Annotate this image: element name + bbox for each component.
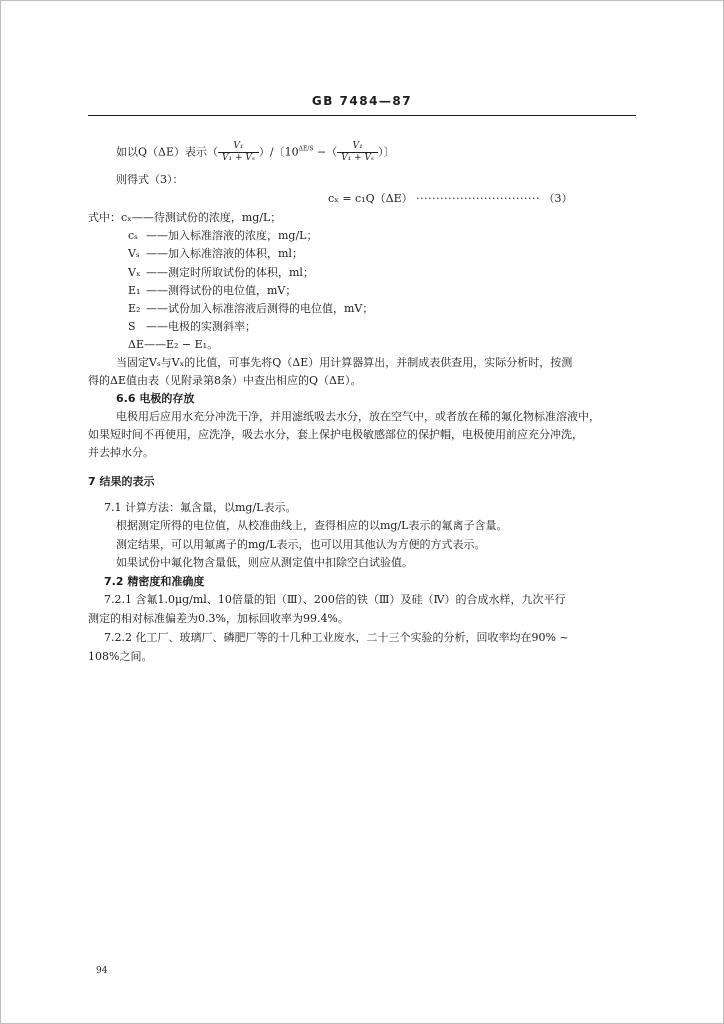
definition-desc: ——测定时所取试份的体积，ml； bbox=[146, 266, 314, 279]
paragraph-line: 如果试份中氟化物含量低，则应从测定值中扣除空白试验值。 bbox=[116, 556, 413, 569]
formula-suffix: ）〕 bbox=[378, 145, 395, 159]
formula-mid: ）/〔10 bbox=[258, 145, 299, 159]
paragraph-line: 7.2.2 化工厂、玻璃厂、磷肥厂等的十几种工业废水，二十三个实验的分析，回收率均在90% ~ bbox=[104, 631, 569, 644]
formula-minus: −（ bbox=[313, 145, 338, 159]
definition-term: E₂ bbox=[128, 302, 141, 315]
document-header: GB 7484—87 bbox=[311, 94, 413, 108]
definition-term: Vₛ bbox=[128, 247, 140, 260]
definition-desc: ——待测试份的浓度，mg/L； bbox=[131, 211, 282, 224]
definition-item bbox=[128, 247, 303, 261]
formula-exponent: ΔE/S bbox=[298, 145, 314, 153]
definition-desc: ——加入标准溶液的体积，ml； bbox=[146, 247, 303, 260]
definition-item bbox=[128, 338, 218, 352]
paragraph-line: 如果短时间不再使用，应洗净，吸去水分，套上保护电极敏感部位的保护帽，电极使用前应充分冲洗， bbox=[88, 428, 583, 441]
derive-text: 则得式（3）： bbox=[116, 173, 184, 186]
section-heading: 7 结果的表示 bbox=[88, 475, 155, 488]
section-heading: 6.6 电极的存放 bbox=[116, 392, 195, 405]
equation-3 bbox=[328, 192, 573, 206]
definition-term: Vₓ bbox=[128, 266, 141, 279]
paragraph-line: 108%之间。 bbox=[88, 650, 153, 663]
paragraph-line: 电极用后应用水充分冲洗干净，并用滤纸吸去水分，放在空气中，或者放在稀的氟化物标准溶液中， bbox=[116, 410, 600, 423]
definition-desc: ——测得试份的电位值，mV； bbox=[146, 284, 297, 297]
definition-item bbox=[128, 320, 256, 334]
paragraph-line: 7.2.1 含氟1.0μg/ml、10倍量的铝（Ⅲ）、200倍的铁（Ⅲ）及硅（Ⅳ）的合成水样，九次平行 bbox=[104, 593, 566, 606]
formula-prefix: 如以Q（ΔE）表示（ bbox=[116, 145, 218, 159]
definition-desc: ——电极的实测斜率； bbox=[146, 320, 256, 333]
definition-term: ΔE bbox=[128, 338, 144, 351]
page-number: 94 bbox=[96, 966, 108, 976]
paragraph-line: 得的ΔE值由表（见附录第8条）中查出相应的Q（ΔE）。 bbox=[88, 374, 362, 387]
subsection-heading: 7.1 计算方法：氟含量，以mg/L表示。 bbox=[104, 501, 297, 514]
fraction-1-numerator: V₁ bbox=[218, 141, 259, 153]
formula-line bbox=[116, 141, 395, 164]
definition-desc: ——试份加入标准溶液后测得的电位值，mV； bbox=[146, 302, 374, 315]
paragraph-line: 测定的相对标准偏差为0.3%，加标回收率为99.4%。 bbox=[88, 612, 349, 625]
subsection-heading: 7.2 精密度和准确度 bbox=[104, 575, 205, 588]
definition-term: 式中：cₓ bbox=[88, 211, 132, 224]
formula-fraction-2 bbox=[337, 141, 378, 164]
definition-term: cₛ bbox=[128, 229, 138, 242]
definition-item bbox=[128, 229, 317, 243]
definition-term: E₁ bbox=[128, 284, 141, 297]
formula-fraction-1 bbox=[218, 141, 259, 164]
paragraph-line: 当固定Vₛ与Vₓ的比值，可事先将Q（ΔE）用计算器算出，并制成表供查用，实际分析时，按测 bbox=[116, 356, 573, 369]
definition-item bbox=[128, 284, 296, 298]
equation-dots: ······························· bbox=[416, 192, 541, 205]
paragraph-line: 测定结果，可以用氟离子的mg/L表示，也可以用其他认为方便的方式表示。 bbox=[116, 538, 486, 551]
definition-item bbox=[128, 302, 373, 316]
definition-desc: ——加入标准溶液的浓度，mg/L； bbox=[146, 229, 318, 242]
header-rule bbox=[88, 115, 636, 116]
paragraph-line: 根据测定所得的电位值，从校准曲线上，查得相应的以mg/L表示的氟离子含量。 bbox=[116, 519, 508, 532]
fraction-2-denominator: V₁ + Vₛ bbox=[341, 153, 375, 163]
definition-item bbox=[88, 211, 281, 225]
fraction-2-numerator: V₁ bbox=[337, 141, 378, 153]
definition-desc: ——E₂ − E₁。 bbox=[143, 338, 219, 351]
paragraph-line: 并去掉水分。 bbox=[88, 446, 154, 459]
equation-text: cₓ = c₁Q（ΔE） bbox=[328, 192, 413, 205]
definition-term: S bbox=[128, 320, 136, 333]
fraction-1-denominator: V₁ + Vₛ bbox=[222, 153, 255, 163]
equation-number: （3） bbox=[543, 192, 573, 205]
definition-item bbox=[128, 266, 314, 280]
